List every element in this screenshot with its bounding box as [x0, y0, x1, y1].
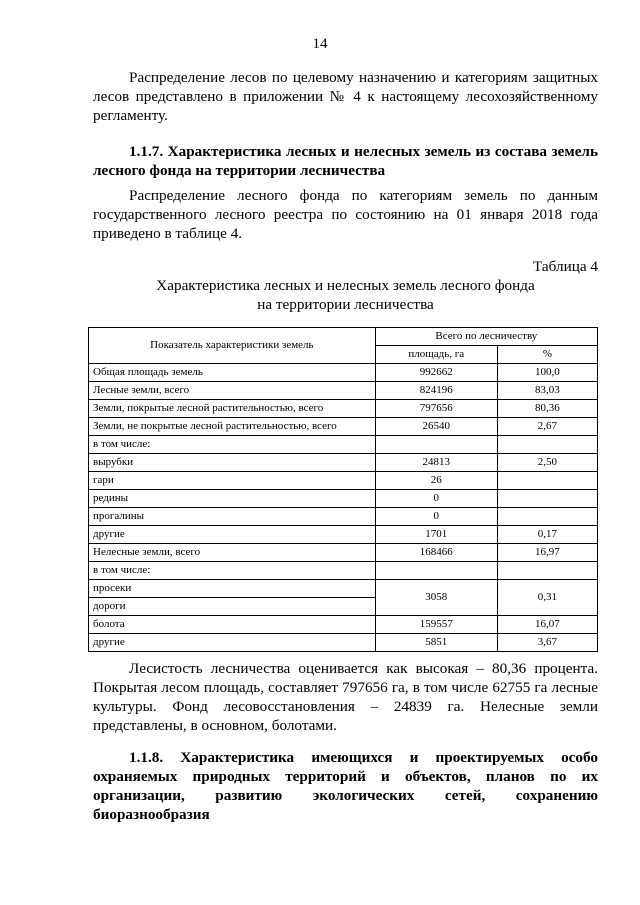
table-row — [89, 616, 598, 634]
row-percent — [497, 472, 597, 490]
row-area: 159557 — [375, 616, 497, 634]
table-row — [89, 508, 598, 526]
table-row — [89, 382, 598, 400]
row-percent: 83,03 — [497, 382, 597, 400]
header-area: площадь, га — [375, 346, 497, 364]
paragraph-land-categories: Распределение лесного фонда по категориям земель по данным государственного лесного реестра по состоянию на 01 января 2018 года приведено в таблице 4. — [93, 187, 598, 242]
row-label: Общая площадь земель — [89, 364, 376, 382]
row-percent: 0,31 — [497, 580, 597, 616]
row-label: Лесные земли, всего — [89, 382, 376, 400]
table-label: Таблица 4 — [533, 258, 598, 275]
row-area: 992662 — [375, 364, 497, 382]
row-percent: 80,36 — [497, 400, 597, 418]
row-label: вырубки — [89, 454, 376, 472]
row-percent: 16,97 — [497, 544, 597, 562]
table-row — [89, 436, 598, 454]
row-percent: 16,07 — [497, 616, 597, 634]
row-percent: 2,50 — [497, 454, 597, 472]
row-percent — [497, 490, 597, 508]
table-row — [89, 526, 598, 544]
row-percent: 100,0 — [497, 364, 597, 382]
table-row — [89, 634, 598, 652]
row-label: дороги — [89, 598, 376, 616]
header-total: Всего по лесничеству — [375, 328, 597, 346]
row-label: прогалины — [89, 508, 376, 526]
row-label: Земли, не покрытые лесной растительностью, всего — [89, 418, 376, 436]
table-row — [89, 472, 598, 490]
row-area: 797656 — [375, 400, 497, 418]
row-percent: 3,67 — [497, 634, 597, 652]
row-area: 5851 — [375, 634, 497, 652]
row-percent — [497, 508, 597, 526]
table-title-line-1: Характеристика лесных и нелесных земель лесного фонда — [156, 277, 535, 294]
table-title — [93, 276, 598, 314]
table-row — [89, 580, 598, 598]
row-area: 26540 — [375, 418, 497, 436]
paragraph-forest-distribution: Распределение лесов по целевому назначению и категориям защитных лесов представлено в приложении № 4 к настоящему лесохозяйственному регламенту. — [93, 69, 598, 124]
row-area: 824196 — [375, 382, 497, 400]
table-row — [89, 490, 598, 508]
row-area: 168466 — [375, 544, 497, 562]
table-title-line-2: на территории лесничества — [257, 296, 434, 313]
table-row — [89, 400, 598, 418]
table-row — [89, 454, 598, 472]
row-percent — [497, 436, 597, 454]
row-label: другие — [89, 634, 376, 652]
row-label: болота — [89, 616, 376, 634]
row-area: 26 — [375, 472, 497, 490]
section-heading-1-1-7: 1.1.7. Характеристика лесных и нелесных земель из состава земель лесного фонда на территории лесничества — [93, 143, 598, 179]
header-indicator: Показатель характеристики земель — [89, 328, 376, 364]
page-number: 14 — [312, 36, 328, 52]
row-percent: 2,67 — [497, 418, 597, 436]
paragraph-forest-cover: Лесистость лесничества оценивается как высокая – 80,36 процента. Покрытая лесом площадь, составляет 797656 га, в том числе 62755 га лесные культуры. Фонд лесовосстановления – 24839 га. Нелесные земли представлены, в основном, болотами. — [93, 660, 598, 734]
row-area — [375, 562, 497, 580]
section-heading-1-1-8: 1.1.8. Характеристика имеющихся и проектируемых особо охраняемых природных территорий и объектов, планов по их организации, развитию экологических сетей, сохранению биоразнообразия — [93, 749, 598, 823]
header-percent: % — [497, 346, 597, 364]
row-label: в том числе: — [89, 436, 376, 454]
row-area — [375, 436, 497, 454]
row-label: просеки — [89, 580, 376, 598]
row-label: редины — [89, 490, 376, 508]
row-label: гари — [89, 472, 376, 490]
row-label: Нелесные земли, всего — [89, 544, 376, 562]
table-row — [89, 544, 598, 562]
table-row — [89, 364, 598, 382]
row-label: в том числе: — [89, 562, 376, 580]
row-percent — [497, 562, 597, 580]
row-area: 24813 — [375, 454, 497, 472]
table-row — [89, 418, 598, 436]
row-area: 1701 — [375, 526, 497, 544]
row-label: Земли, покрытые лесной растительностью, всего — [89, 400, 376, 418]
table-row — [89, 562, 598, 580]
row-area: 0 — [375, 508, 497, 526]
land-characteristics-table — [88, 327, 598, 652]
row-area: 3058 — [375, 580, 497, 616]
row-percent: 0,17 — [497, 526, 597, 544]
row-area: 0 — [375, 490, 497, 508]
row-label: другие — [89, 526, 376, 544]
